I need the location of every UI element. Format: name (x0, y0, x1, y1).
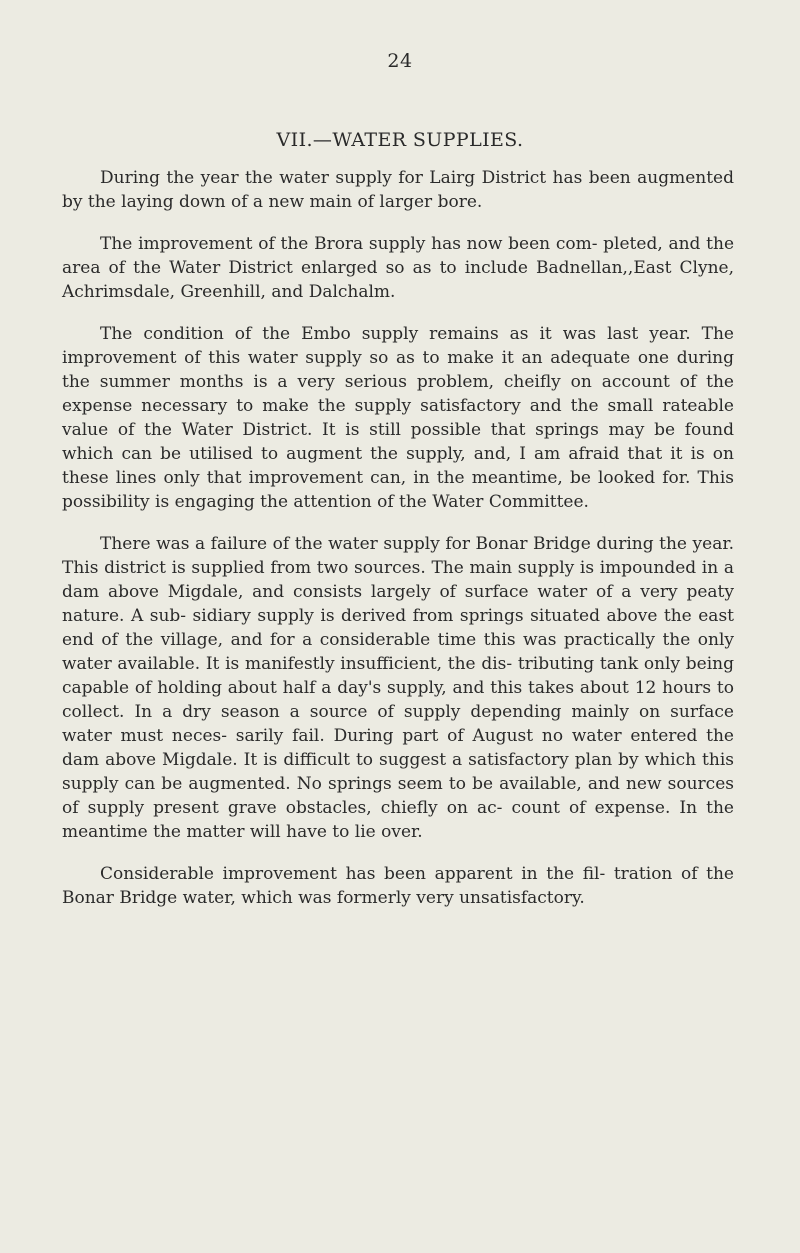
paragraph-lairg: During the year the water supply for Lairg District has been augmented by the laying down of a new main of larger bore. (62, 168, 734, 212)
paragraph-brora: The improvement of the Brora supply has now been com- pleted, and the area of the Water District enlarged so as to include Badnellan,,East Clyne, Achrimsdale, Greenhill, and Dalchalm. (62, 234, 734, 302)
page-number: 24 (387, 50, 413, 72)
paragraph-filtration: Considerable improvement has been apparent in the fil- tration of the Bonar Bridge water, which was formerly very unsatisfactory. (62, 864, 734, 908)
paragraph-bonar-bridge: There was a failure of the water supply for Bonar Bridge during the year. This district is supplied from two sources. The main supply is impounded in a dam above Migdale, and consists largely of surface water of a very peaty nature. A sub- sidiary supply is derived from springs situated above the east end of the village, and for a considerable time this was practically the only water available. It is manifestly insufficient, the dis- tributing tank only being capable of holding about half a day's supply, and this takes about 12 hours to collect. In a dry season a source of supply depending mainly on surface water must neces- sarily fail. During part of August no water entered the dam above Migdale. It is difficult to suggest a satisfactory plan by which this supply can be augmented. No springs seem to be available, and new sources of supply present grave obstacles, chiefly on ac- count of expense. In the meantime the matter will have to lie over. (62, 534, 734, 842)
body-text (62, 166, 734, 928)
section-title: VII.—WATER SUPPLIES. (276, 129, 524, 151)
paragraph-embo: The condition of the Embo supply remains as it was last year. The improvement of this water supply so as to make it an adequate one during the summer months is a very serious problem, cheifly on account of the expense necessary to make the supply satisfactory and the small rateable value of the Water District. It is still possible that springs may be found which can be utilised to augment the supply, and, I am afraid that it is on these lines only that improvement can, in the meantime, be looked for. This possibility is engaging the attention of the Water Committee. (62, 324, 734, 512)
